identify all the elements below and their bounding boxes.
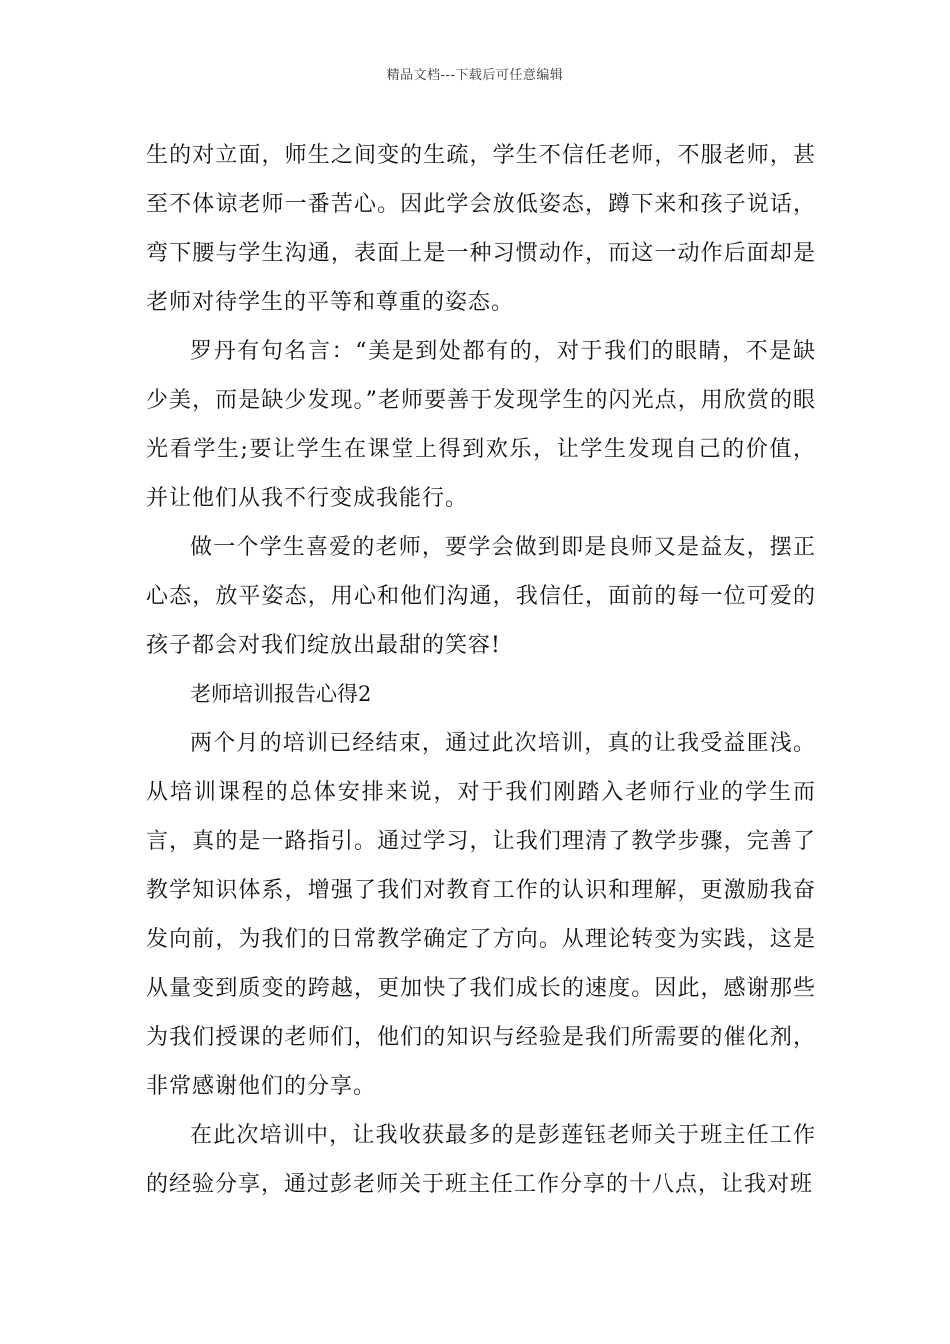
paragraph: 在此次培训中，让我收获最多的是彭莲钰老师关于班主任工作的经验分享，通过彭老师关于班主任工作分享的十八点，让我对班 bbox=[146, 1123, 816, 1197]
document-body bbox=[146, 131, 816, 1209]
page-header: 精品文档---下载后可任意编辑 bbox=[386, 68, 564, 83]
paragraph: 生的对立面，师生之间变的生疏，学生不信任老师，不服老师，甚至不体谅老师一番苦心。因此学会放低姿态，蹲下来和孩子说话，弯下腰与学生沟通，表面上是一种习惯动作，而这一动作后面却是老师对待学生的平等和尊重的姿态。 bbox=[146, 143, 816, 315]
section-heading: 老师培训报告心得2 bbox=[190, 682, 372, 706]
paragraph: 做一个学生喜爱的老师，要学会做到即是良师又是益友，摆正心态，放平姿态，用心和他们沟通，我信任，面前的每一位可爱的孩子都会对我们绽放出最甜的笑容! bbox=[146, 535, 816, 658]
paragraph: 两个月的培训已经结束，通过此次培训，真的让我受益匪浅。从培训课程的总体安排来说，对于我们刚踏入老师行业的学生而言，真的是一路指引。通过学习，让我们理清了教学步骤，完善了教学知识体系，增强了我们对教育工作的认识和理解，更激励我奋发向前，为我们的日常教学确定了方向。从理论转变为实践，这是从量变到质变的跨越，更加快了我们成长的速度。因此，感谢那些为我们授课的老师们，他们的知识与经验是我们所需要的催化剂，非常感谢他们的分享。 bbox=[146, 731, 816, 1099]
paragraph: 罗丹有句名言：“美是到处都有的，对于我们的眼睛，不是缺少美，而是缺少发现。”老师要善于发现学生的闪光点，用欣赏的眼光看学生;要让学生在课堂上得到欢乐，让学生发现自己的价值，并让他们从我不行变成我能行。 bbox=[146, 339, 816, 511]
